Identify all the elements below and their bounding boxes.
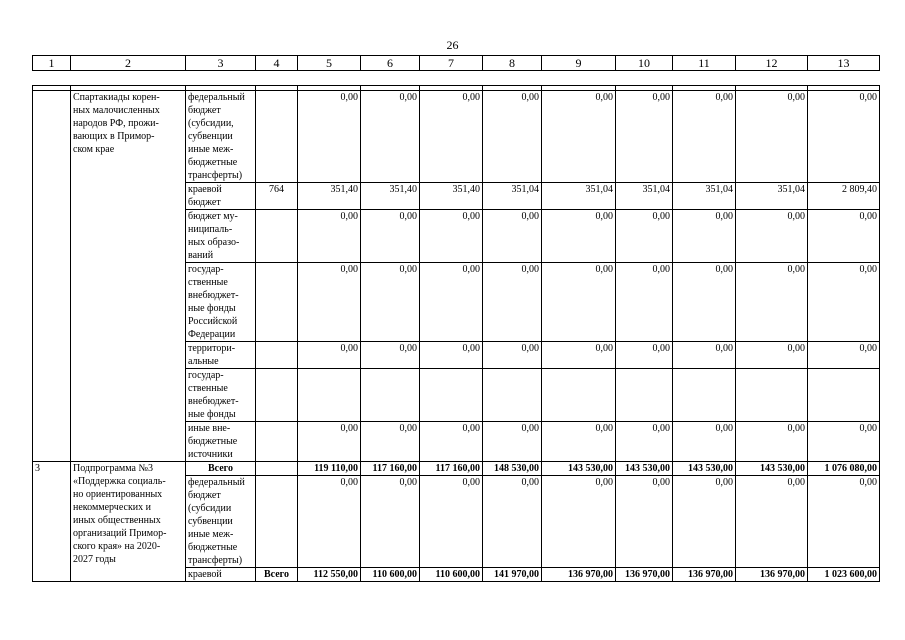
amount-cell: 117 160,00 — [361, 462, 420, 476]
amount-cell: 0,00 — [298, 210, 361, 263]
amount-cell: 0,00 — [736, 422, 808, 462]
amount-cell: 0,00 — [542, 422, 616, 462]
funding-source: бюджет му- ниципаль- ных образо- ваний — [186, 210, 256, 263]
amount-cell: 136 970,00 — [616, 568, 673, 582]
funding-source: государ- ственные внебюджет- ные фонды Российской Федерации — [186, 263, 256, 342]
amount-cell — [483, 369, 542, 422]
amount-cell: 0,00 — [673, 342, 736, 369]
funding-source: краевой бюджет — [186, 183, 256, 210]
amount-cell: 0,00 — [542, 476, 616, 568]
amount-cell: 351,04 — [542, 183, 616, 210]
amount-cell: 1 076 080,00 — [808, 462, 880, 476]
column-number: 7 — [420, 56, 483, 71]
amount-cell: 0,00 — [420, 91, 483, 183]
column-number: 3 — [186, 56, 256, 71]
column-number: 12 — [736, 56, 808, 71]
subprogram-description: Подпрограмма №3 «Поддержка социаль- но ориентированных некоммерческих и иных общественных организаций Примор- ского края» на 2020- 2027 годы — [71, 462, 186, 582]
amount-cell: 0,00 — [420, 210, 483, 263]
amount-cell: 0,00 — [298, 263, 361, 342]
amount-cell: 0,00 — [542, 342, 616, 369]
table-row — [33, 91, 880, 183]
column-number: 5 — [298, 56, 361, 71]
amount-cell: 0,00 — [673, 91, 736, 183]
column-number: 11 — [673, 56, 736, 71]
amount-cell: 0,00 — [420, 422, 483, 462]
amount-cell: 0,00 — [298, 476, 361, 568]
funding-source: федеральный бюджет (субсидии, субвенции иные меж- бюджетные трансферты) — [186, 91, 256, 183]
amount-cell: 351,40 — [420, 183, 483, 210]
amount-cell: 0,00 — [616, 422, 673, 462]
amount-cell: 0,00 — [298, 422, 361, 462]
amount-cell: 0,00 — [808, 210, 880, 263]
funding-source: иные вне- бюджетные источники — [186, 422, 256, 462]
amount-cell: 0,00 — [298, 342, 361, 369]
budget-code: 764 — [256, 183, 298, 210]
amount-cell: 351,40 — [298, 183, 361, 210]
amount-cell: 143 530,00 — [542, 462, 616, 476]
budget-code — [256, 422, 298, 462]
amount-cell: 0,00 — [616, 91, 673, 183]
table-row — [33, 462, 880, 476]
amount-cell: 351,04 — [616, 183, 673, 210]
amount-cell: 0,00 — [673, 210, 736, 263]
column-number: 8 — [483, 56, 542, 71]
amount-cell: 0,00 — [616, 263, 673, 342]
amount-cell: 0,00 — [483, 91, 542, 183]
amount-cell: 0,00 — [616, 476, 673, 568]
amount-cell: 0,00 — [542, 210, 616, 263]
amount-cell: 0,00 — [616, 342, 673, 369]
amount-cell — [808, 369, 880, 422]
amount-cell: 0,00 — [298, 91, 361, 183]
amount-cell: 136 970,00 — [542, 568, 616, 582]
amount-cell: 0,00 — [808, 91, 880, 183]
budget-code — [256, 476, 298, 568]
page-number: 26 — [446, 38, 459, 52]
amount-cell: 0,00 — [483, 422, 542, 462]
amount-cell: 0,00 — [361, 210, 420, 263]
amount-cell: 141 970,00 — [483, 568, 542, 582]
amount-cell: 351,04 — [483, 183, 542, 210]
amount-cell — [736, 369, 808, 422]
amount-cell: 0,00 — [420, 476, 483, 568]
column-number: 1 — [33, 56, 71, 71]
amount-cell: 0,00 — [483, 476, 542, 568]
amount-cell: 148 530,00 — [483, 462, 542, 476]
amount-cell: 0,00 — [736, 342, 808, 369]
amount-cell: 110 600,00 — [420, 568, 483, 582]
amount-cell — [298, 369, 361, 422]
column-number: 2 — [71, 56, 186, 71]
funding-source: территори- альные — [186, 342, 256, 369]
amount-cell: 143 530,00 — [673, 462, 736, 476]
budget-code — [256, 210, 298, 263]
amount-cell: 0,00 — [736, 263, 808, 342]
amount-cell: 351,40 — [361, 183, 420, 210]
amount-cell: 0,00 — [808, 342, 880, 369]
column-number-header — [32, 55, 880, 71]
amount-cell: 0,00 — [361, 91, 420, 183]
amount-cell: 0,00 — [483, 342, 542, 369]
column-number: 6 — [361, 56, 420, 71]
column-number: 9 — [542, 56, 616, 71]
row-number-cell — [33, 91, 71, 462]
amount-cell: 0,00 — [616, 210, 673, 263]
amount-cell: 0,00 — [361, 263, 420, 342]
column-number: 4 — [256, 56, 298, 71]
amount-cell: 0,00 — [736, 476, 808, 568]
budget-code: Всего — [256, 568, 298, 582]
amount-cell — [361, 369, 420, 422]
amount-cell: 0,00 — [542, 91, 616, 183]
amount-cell — [616, 369, 673, 422]
amount-cell: 143 530,00 — [736, 462, 808, 476]
amount-cell: 0,00 — [673, 422, 736, 462]
amount-cell — [673, 369, 736, 422]
funding-source: краевой — [186, 568, 256, 582]
budget-code — [256, 263, 298, 342]
amount-cell: 2 809,40 — [808, 183, 880, 210]
amount-cell: 0,00 — [808, 476, 880, 568]
amount-cell: 143 530,00 — [616, 462, 673, 476]
budget-code — [256, 342, 298, 369]
amount-cell: 0,00 — [483, 263, 542, 342]
amount-cell: 351,04 — [736, 183, 808, 210]
funding-source: федеральный бюджет (субсидии субвенции иные меж- бюджетные трансферты) — [186, 476, 256, 568]
amount-cell: 0,00 — [736, 210, 808, 263]
budget-code — [256, 462, 298, 476]
amount-cell: 0,00 — [808, 263, 880, 342]
budget-code — [256, 91, 298, 183]
budget-code — [256, 369, 298, 422]
budget-table — [32, 85, 880, 582]
amount-cell: 0,00 — [361, 422, 420, 462]
amount-cell: 112 550,00 — [298, 568, 361, 582]
amount-cell: 351,04 — [673, 183, 736, 210]
funding-source: Всего — [186, 462, 256, 476]
amount-cell: 0,00 — [673, 263, 736, 342]
amount-cell: 1 023 600,00 — [808, 568, 880, 582]
amount-cell: 110 600,00 — [361, 568, 420, 582]
row-number-cell: 3 — [33, 462, 71, 582]
amount-cell: 136 970,00 — [673, 568, 736, 582]
amount-cell — [542, 369, 616, 422]
amount-cell: 119 110,00 — [298, 462, 361, 476]
activity-description: Спартакиады корен- ных малочисленных народов РФ, прожи- вающих в Примор- ском крае — [71, 91, 186, 462]
amount-cell: 136 970,00 — [736, 568, 808, 582]
amount-cell — [420, 369, 483, 422]
amount-cell: 0,00 — [542, 263, 616, 342]
amount-cell: 0,00 — [361, 476, 420, 568]
amount-cell: 0,00 — [361, 342, 420, 369]
amount-cell: 0,00 — [673, 476, 736, 568]
amount-cell: 0,00 — [420, 263, 483, 342]
column-number: 10 — [616, 56, 673, 71]
funding-source: государ- ственные внебюджет- ные фонды — [186, 369, 256, 422]
column-number: 13 — [808, 56, 880, 71]
amount-cell: 0,00 — [736, 91, 808, 183]
amount-cell: 0,00 — [483, 210, 542, 263]
amount-cell: 117 160,00 — [420, 462, 483, 476]
amount-cell: 0,00 — [808, 422, 880, 462]
amount-cell: 0,00 — [420, 342, 483, 369]
